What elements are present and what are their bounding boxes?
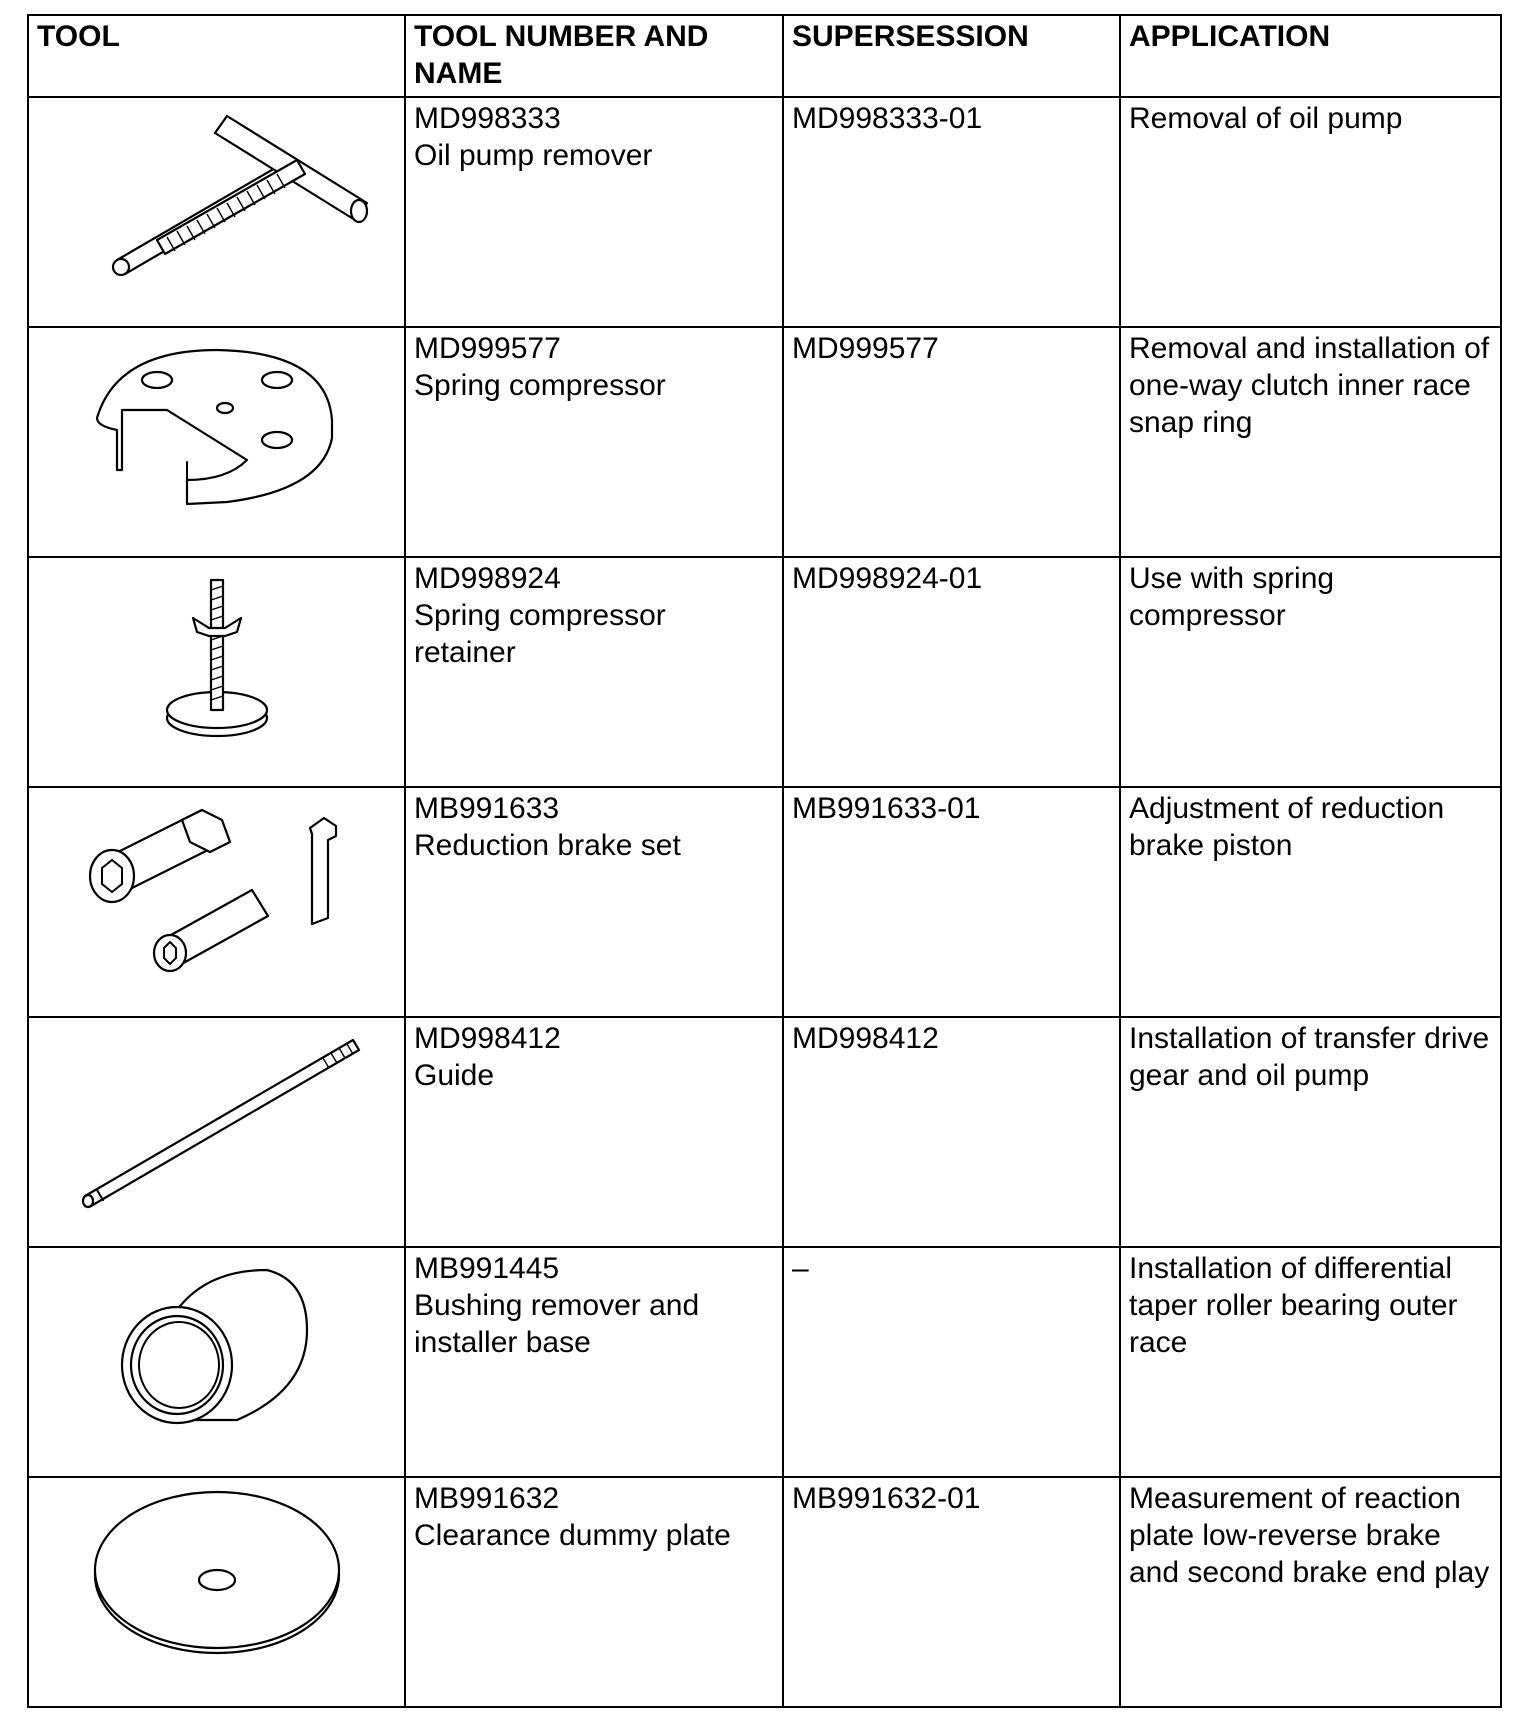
tool-image-cell	[28, 557, 405, 787]
oil-pump-remover-icon	[57, 100, 377, 300]
tool-image-cell	[28, 1477, 405, 1707]
supersession-cell: MD998924-01	[783, 557, 1120, 787]
guide-rod-icon	[67, 1020, 367, 1220]
application-cell: Use with spring compressor	[1120, 557, 1501, 787]
supersession-cell: MD998412	[783, 1017, 1120, 1247]
tool-number-and-name-cell	[405, 1017, 783, 1247]
tool-image-cell	[28, 1017, 405, 1247]
bushing-installer-base-icon	[117, 1250, 317, 1440]
supersession-cell: MD998333-01	[783, 97, 1120, 327]
table-row	[28, 327, 1501, 557]
tool-number: MD998333	[414, 102, 561, 135]
application-cell: Installation of transfer drive gear and oil pump	[1120, 1017, 1501, 1247]
tool-number: MD998924	[414, 562, 561, 595]
header-tool: TOOL	[28, 15, 405, 97]
tool-number-and-name-cell	[405, 787, 783, 1017]
supersession-cell: MB991632-01	[783, 1477, 1120, 1707]
tool-number-and-name-cell	[405, 1247, 783, 1477]
tool-name: Bushing remover and installer base	[414, 1289, 700, 1359]
spring-compressor-retainer-icon	[157, 560, 277, 760]
table-row	[28, 1477, 1501, 1707]
supersession-cell: –	[783, 1247, 1120, 1477]
table-row	[28, 1247, 1501, 1477]
tool-image-cell	[28, 787, 405, 1017]
application-cell: Installation of differential taper roller bearing outer race	[1120, 1247, 1501, 1477]
special-tools-table	[27, 14, 1502, 1708]
application-cell: Removal of oil pump	[1120, 97, 1501, 327]
tool-name: Spring compressor	[414, 369, 666, 402]
tool-image-cell	[28, 1247, 405, 1477]
tool-name: Guide	[414, 1059, 495, 1092]
application-cell: Adjustment of reduction brake piston	[1120, 787, 1501, 1017]
table-row	[28, 97, 1501, 327]
tool-number-and-name-cell	[405, 557, 783, 787]
header-supersession: SUPERSESSION	[783, 15, 1120, 97]
application-cell: Removal and installation of one-way clutch inner race snap ring	[1120, 327, 1501, 557]
tool-number: MD999577	[414, 332, 561, 365]
header-tool-number-and-name: TOOL NUMBER AND NAME	[405, 15, 783, 97]
tool-number-and-name-cell	[405, 327, 783, 557]
tool-name: Spring compressor retainer	[414, 599, 666, 669]
tool-name: Reduction brake set	[414, 829, 681, 862]
tool-number-and-name-cell	[405, 97, 783, 327]
tool-number: MB991445	[414, 1252, 560, 1285]
table-row	[28, 787, 1501, 1017]
supersession-cell: MB991633-01	[783, 787, 1120, 1017]
tool-number: MB991633	[414, 792, 560, 825]
supersession-cell: MD999577	[783, 327, 1120, 557]
tool-name: Oil pump remover	[414, 139, 653, 172]
reduction-brake-set-icon	[72, 790, 362, 980]
table-row	[28, 1017, 1501, 1247]
tool-image-cell	[28, 97, 405, 327]
application-cell: Measurement of reaction plate low-reverse brake and second brake end play	[1120, 1477, 1501, 1707]
table-row	[28, 557, 1501, 787]
clearance-dummy-plate-icon	[87, 1480, 347, 1660]
tool-image-cell	[28, 327, 405, 557]
tool-number-and-name-cell	[405, 1477, 783, 1707]
tool-number: MB991632	[414, 1482, 560, 1515]
spring-compressor-icon	[77, 330, 357, 520]
header-application: APPLICATION	[1120, 15, 1501, 97]
tool-number: MD998412	[414, 1022, 561, 1055]
tool-name: Clearance dummy plate	[414, 1519, 731, 1552]
table-header-row	[28, 15, 1501, 97]
